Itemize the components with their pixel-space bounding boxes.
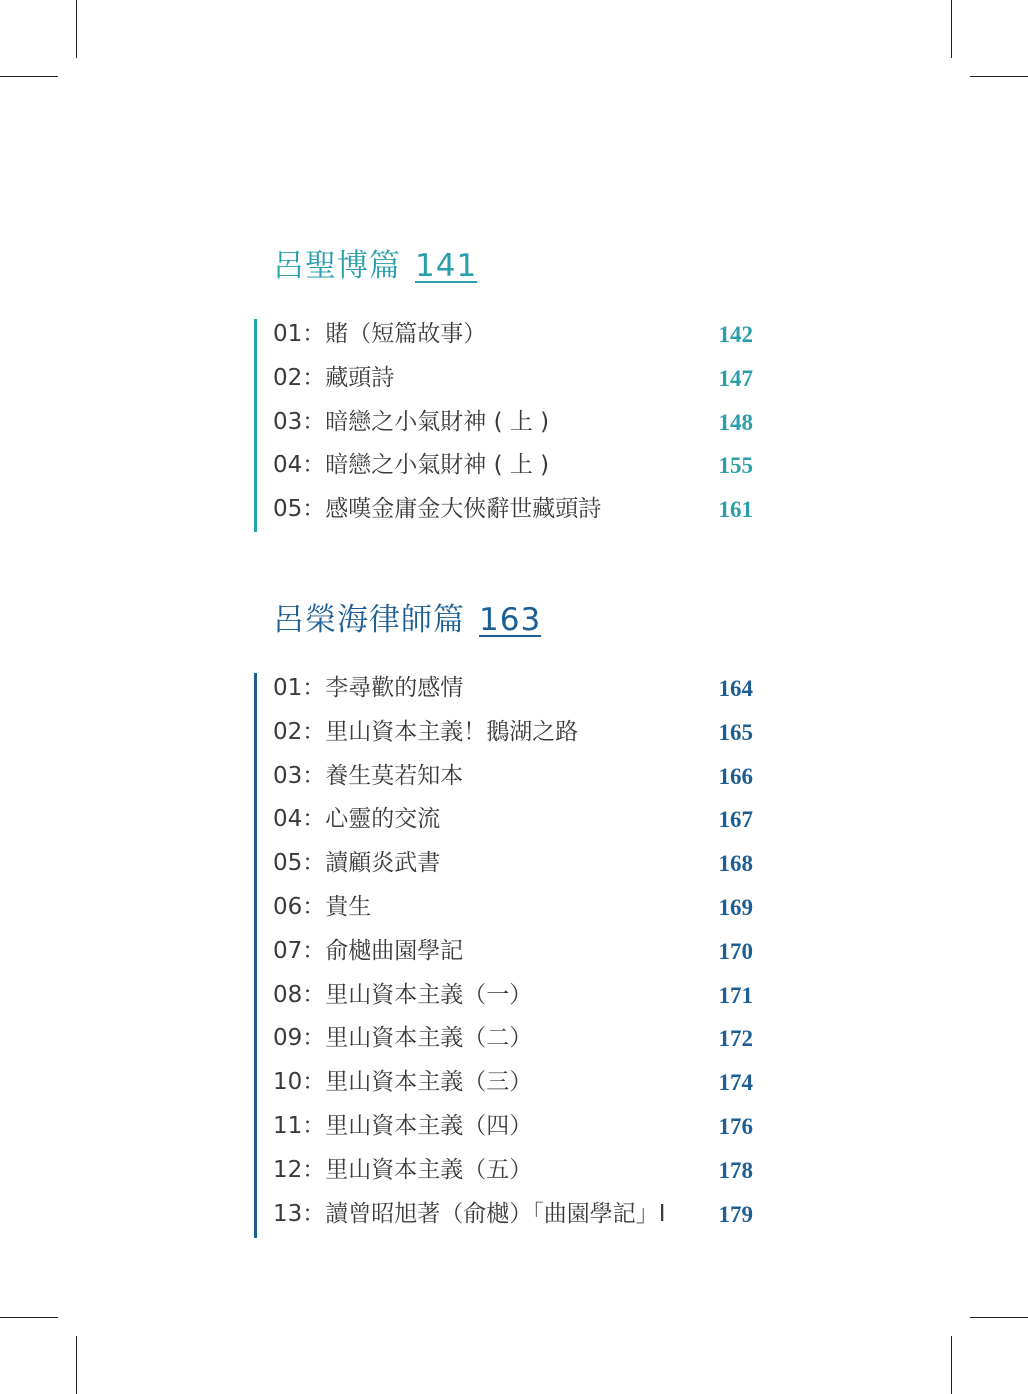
toc-entry-page-number[interactable]: 169 xyxy=(718,894,753,920)
toc-entry-label: 06：貴生 xyxy=(273,893,372,920)
toc-entry-label: 02：藏頭詩 xyxy=(273,364,395,391)
toc-entry-page-number[interactable]: 155 xyxy=(718,453,753,479)
toc-entry[interactable] xyxy=(273,672,753,716)
toc-entry-label: 01：賭（短篇故事） xyxy=(273,321,487,347)
toc-entry-label: 03：暗戀之小氣財神 ( 上 ) xyxy=(273,408,550,435)
toc-entry-label: 05：感嘆金庸金大俠辭世藏頭詩 xyxy=(273,496,602,523)
toc-entry-page-number[interactable]: 165 xyxy=(718,719,753,745)
toc-entry[interactable] xyxy=(273,493,753,537)
toc-entry-label: 07：俞樾曲園學記 xyxy=(273,937,464,964)
toc-entry[interactable] xyxy=(273,891,753,935)
section-title-text: 呂榮海律師篇 xyxy=(273,602,465,638)
toc-entry-label: 08：里山資本主義（一） xyxy=(273,981,533,1008)
toc-entry-label: 03：養生莫若知本 xyxy=(273,762,464,789)
toc-entry-page-number[interactable]: 164 xyxy=(718,676,753,701)
toc-entry-list xyxy=(273,672,753,1241)
section-page-link[interactable]: 141 xyxy=(415,248,478,284)
toc-entry[interactable] xyxy=(273,1022,753,1066)
toc-entry[interactable] xyxy=(273,449,753,493)
toc-entry-label: 11：里山資本主義（四） xyxy=(273,1112,533,1139)
toc-entry[interactable] xyxy=(273,847,753,891)
section-page-link[interactable]: 163 xyxy=(479,602,542,638)
toc-entry[interactable] xyxy=(273,716,753,760)
toc-entry-label: 13：讀曾昭旭著（俞樾）「曲園學記」I xyxy=(273,1200,666,1227)
toc-entry-page-number[interactable]: 176 xyxy=(718,1113,753,1139)
toc-entry-page-number[interactable]: 170 xyxy=(718,938,753,964)
toc-entry-label: 10：里山資本主義（三） xyxy=(273,1069,533,1096)
crop-mark-bottom-right-vertical xyxy=(951,1336,952,1394)
toc-entry[interactable] xyxy=(273,406,753,450)
section-title xyxy=(273,600,541,640)
toc-entry[interactable] xyxy=(273,362,753,406)
toc-entry-page-number[interactable]: 174 xyxy=(718,1070,753,1096)
toc-entry-label: 04：心靈的交流 xyxy=(273,806,441,833)
toc-entry[interactable] xyxy=(273,1198,753,1242)
toc-entry-page-number[interactable]: 147 xyxy=(718,365,753,391)
toc-entry-label: 12：里山資本主義（五） xyxy=(273,1156,533,1183)
toc-entry-label: 09：里山資本主義（二） xyxy=(273,1025,533,1052)
toc-entry-page-number[interactable]: 167 xyxy=(718,807,753,833)
toc-entry[interactable] xyxy=(273,935,753,979)
toc-entry[interactable] xyxy=(273,979,753,1023)
crop-mark-top-right-horizontal xyxy=(970,76,1028,77)
toc-entry[interactable] xyxy=(273,760,753,804)
toc-entry[interactable] xyxy=(273,1066,753,1110)
toc-entry-page-number[interactable]: 166 xyxy=(718,763,753,789)
toc-entry-page-number[interactable]: 161 xyxy=(718,497,753,523)
section-title xyxy=(273,246,477,286)
crop-mark-bottom-left-vertical xyxy=(76,1336,77,1394)
toc-entry-page-number[interactable]: 142 xyxy=(718,322,753,347)
toc-entry-label: 01：李尋歡的感情 xyxy=(273,675,464,701)
toc-entry-list xyxy=(273,318,753,537)
toc-entry-page-number[interactable]: 179 xyxy=(718,1201,753,1227)
toc-entry-label: 04：暗戀之小氣財神 ( 上 ) xyxy=(273,452,550,479)
toc-entry-label: 02：里山資本主義！鵝湖之路 xyxy=(273,718,579,745)
section-accent-bar xyxy=(254,319,257,532)
toc-entry-page-number[interactable]: 168 xyxy=(718,851,753,877)
toc-entry[interactable] xyxy=(273,803,753,847)
toc-entry-page-number[interactable]: 178 xyxy=(718,1157,753,1183)
toc-entry[interactable] xyxy=(273,1110,753,1154)
toc-entry-page-number[interactable]: 172 xyxy=(718,1026,753,1052)
section-accent-bar xyxy=(254,673,257,1238)
crop-mark-bottom-left-horizontal xyxy=(0,1317,58,1318)
crop-mark-top-left-horizontal xyxy=(0,76,58,77)
crop-mark-bottom-right-horizontal xyxy=(970,1317,1028,1318)
toc-entry-page-number[interactable]: 148 xyxy=(718,409,753,435)
toc-entry-page-number[interactable]: 171 xyxy=(718,982,753,1008)
section-title-text: 呂聖博篇 xyxy=(273,248,401,284)
crop-mark-top-left-vertical xyxy=(76,0,77,58)
toc-entry[interactable] xyxy=(273,318,753,362)
toc-entry[interactable] xyxy=(273,1154,753,1198)
toc-entry-label: 05：讀顧炎武書 xyxy=(273,850,441,877)
crop-mark-top-right-vertical xyxy=(951,0,952,58)
